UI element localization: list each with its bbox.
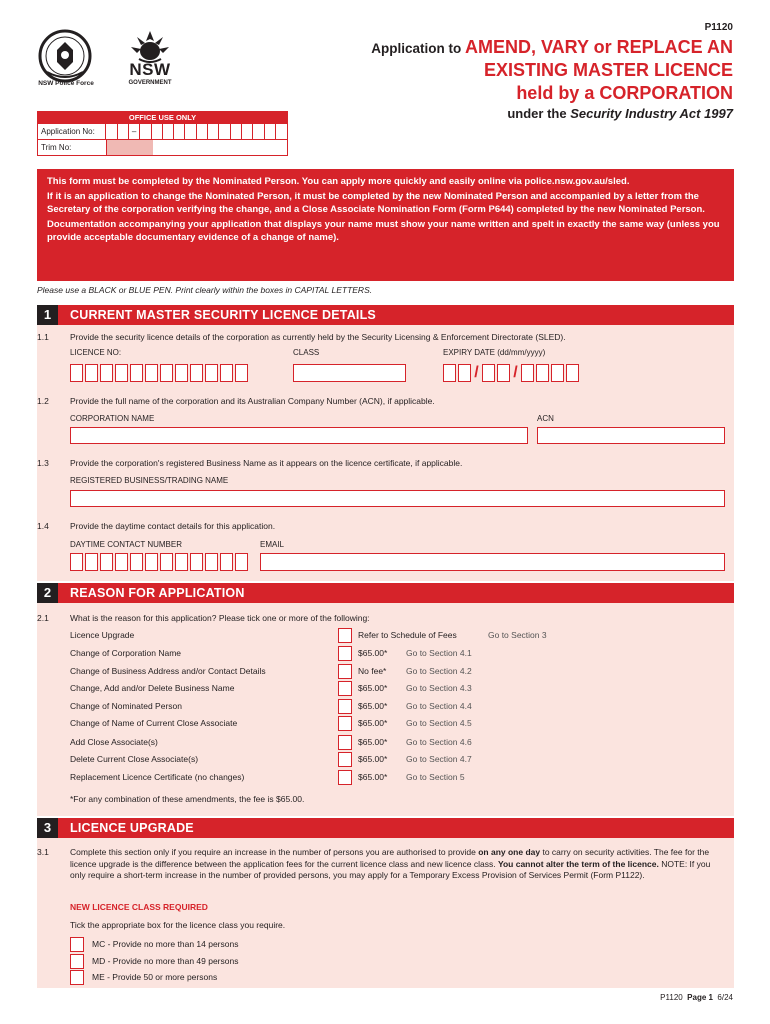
app-no-cell bbox=[276, 124, 287, 139]
class-mc-label: MC - Provide no more than 14 persons bbox=[92, 939, 239, 949]
phone-box[interactable] bbox=[115, 553, 128, 571]
app-no-cell bbox=[152, 124, 163, 139]
section-2-header bbox=[37, 583, 734, 603]
class-me-label: ME - Provide 50 or more persons bbox=[92, 972, 218, 982]
section-2-body bbox=[37, 603, 734, 816]
reason-checkbox[interactable] bbox=[338, 681, 352, 696]
form-subtitle bbox=[507, 106, 733, 121]
fee-footnote: *For any combination of these amendments, the fee is $65.00. bbox=[70, 794, 305, 804]
para-part: NOTE: If you only require a short-term increase in the number of provided persons, you may apply for a Temporary Excess Provision of Services Permit (Form P1122). bbox=[70, 858, 711, 880]
section-1-number: 1 bbox=[37, 305, 58, 325]
phone-box[interactable] bbox=[130, 553, 143, 571]
trim-no-label: Trim No: bbox=[38, 140, 107, 155]
reason-fee: $65.00* bbox=[358, 683, 388, 693]
q1-4-number: 1.4 bbox=[37, 521, 49, 531]
corporation-name-label: CORPORATION NAME bbox=[70, 414, 155, 423]
app-no-cell bbox=[185, 124, 196, 139]
licence-no-box[interactable] bbox=[220, 364, 233, 382]
phone-boxes bbox=[70, 553, 250, 571]
reason-fee: $65.00* bbox=[358, 737, 388, 747]
expiry-year-box[interactable] bbox=[536, 364, 549, 382]
para-part: to carry on security activities. The fee for the licence upgrade is the difference between the application fees for the current licence class and new licence class. bbox=[70, 847, 710, 869]
section-3-number: 3 bbox=[37, 818, 58, 838]
office-use-heading: OFFICE USE ONLY bbox=[38, 112, 287, 123]
para-part: Complete this section only if you require an increase in the number of persons you are authorised to provide bbox=[70, 847, 479, 857]
email-label: EMAIL bbox=[260, 540, 285, 549]
application-no-row bbox=[38, 123, 287, 139]
expiry-date-label: EXPIRY DATE (dd/mm/yyyy) bbox=[443, 348, 546, 357]
reason-label: Change of Business Address and/or Contact Details bbox=[70, 666, 266, 676]
licence-no-box[interactable] bbox=[175, 364, 188, 382]
daytime-contact-label: DAYTIME CONTACT NUMBER bbox=[70, 540, 183, 549]
section-2-number: 2 bbox=[37, 583, 58, 603]
footer-page: Page 1 bbox=[687, 993, 713, 1002]
reason-label: Change of Corporation Name bbox=[70, 648, 182, 658]
reason-fee: $65.00* bbox=[358, 772, 388, 782]
expiry-year-box[interactable] bbox=[566, 364, 579, 382]
reason-goto: Go to Section 4.1 bbox=[406, 648, 472, 658]
licence-no-box[interactable] bbox=[235, 364, 248, 382]
tick-instruction: Tick the appropriate box for the licence class you require. bbox=[70, 920, 286, 930]
reason-goto: Go to Section 4.5 bbox=[406, 718, 472, 728]
section-1-title: CURRENT MASTER SECURITY LICENCE DETAILS bbox=[70, 308, 376, 322]
phone-box[interactable] bbox=[160, 553, 173, 571]
reason-label: Licence Upgrade bbox=[70, 630, 135, 640]
subtitle-act: Security Industry Act 1997 bbox=[570, 106, 733, 121]
reason-fee: $65.00* bbox=[358, 754, 388, 764]
licence-no-boxes bbox=[70, 364, 250, 382]
reason-checkbox[interactable] bbox=[338, 664, 352, 679]
expiry-day-box[interactable] bbox=[443, 364, 456, 382]
q1-2-text: Provide the full name of the corporation and its Australian Company Number (ACN), if applicable. bbox=[70, 396, 435, 406]
licence-no-box[interactable] bbox=[190, 364, 203, 382]
waratah-logo bbox=[127, 29, 173, 63]
police-label: NSW Police Force bbox=[38, 80, 94, 87]
class-mc-checkbox[interactable] bbox=[70, 937, 84, 952]
date-slash: / bbox=[474, 364, 479, 381]
app-no-cell bbox=[208, 124, 219, 139]
reason-checkbox[interactable] bbox=[338, 752, 352, 767]
q2-1-number: 2.1 bbox=[37, 613, 49, 623]
trim-no-row bbox=[38, 139, 287, 155]
phone-box[interactable] bbox=[100, 553, 113, 571]
class-md-label: MD - Provide no more than 49 persons bbox=[92, 956, 239, 966]
reason-checkbox[interactable] bbox=[338, 735, 352, 750]
reason-fee: $65.00* bbox=[358, 718, 388, 728]
reason-label: Change of Nominated Person bbox=[70, 701, 182, 711]
app-no-cell bbox=[265, 124, 276, 139]
expiry-month-box[interactable] bbox=[497, 364, 510, 382]
class-me-checkbox[interactable] bbox=[70, 970, 84, 985]
licence-no-box[interactable] bbox=[85, 364, 98, 382]
form-title-line-3: held by a CORPORATION bbox=[516, 83, 733, 103]
reason-label: Change, Add and/or Delete Business Name bbox=[70, 683, 235, 693]
application-no-label: Application No: bbox=[38, 124, 106, 139]
class-field[interactable] bbox=[293, 364, 406, 382]
reason-goto: Go to Section 4.7 bbox=[406, 754, 472, 764]
banner-paragraph-3: Documentation accompanying your application that displays your name must show your name written and spelt in exactly the same way (unless you provide acceptable documentary evidence of a change of name). bbox=[47, 219, 720, 243]
q1-1-text: Provide the security licence details of the corporation as currently held by the Security Licensing & Enforcement Directorate (SLED). bbox=[70, 332, 566, 342]
reason-fee: $65.00* bbox=[358, 648, 388, 658]
q1-3-text: Provide the corporation's registered Business Name as it appears on the licence certificate, if applicable. bbox=[70, 458, 463, 468]
reason-goto: Go to Section 4.6 bbox=[406, 737, 472, 747]
title-prefix: Application to bbox=[371, 41, 465, 56]
class-label: CLASS bbox=[293, 348, 320, 357]
expiry-date-boxes bbox=[443, 364, 581, 382]
corporation-name-field[interactable] bbox=[70, 427, 528, 444]
phone-box[interactable] bbox=[235, 553, 248, 571]
licence-no-box[interactable] bbox=[205, 364, 218, 382]
expiry-year-box[interactable] bbox=[551, 364, 564, 382]
licence-no-box[interactable] bbox=[130, 364, 143, 382]
section-3-body bbox=[37, 838, 734, 988]
licence-no-box[interactable] bbox=[70, 364, 83, 382]
section-2-title: REASON FOR APPLICATION bbox=[70, 586, 245, 600]
reason-checkbox[interactable] bbox=[338, 716, 352, 731]
reason-label: Add Close Associate(s) bbox=[70, 737, 158, 747]
email-field[interactable] bbox=[260, 553, 725, 571]
reason-goto: Go to Section 5 bbox=[406, 772, 465, 782]
reason-checkbox[interactable] bbox=[338, 628, 352, 643]
q2-1-text: What is the reason for this application? Please tick one or more of the following: bbox=[70, 613, 370, 623]
phone-box[interactable] bbox=[190, 553, 203, 571]
reason-goto: Go to Section 4.2 bbox=[406, 666, 472, 676]
licence-upgrade-paragraph bbox=[70, 847, 720, 882]
nsw-police-crest-logo bbox=[37, 28, 93, 84]
reason-checkbox[interactable] bbox=[338, 770, 352, 785]
para-bold: on any one day bbox=[478, 847, 541, 857]
trim-shaded-cells bbox=[107, 140, 153, 155]
licence-no-label: LICENCE NO: bbox=[70, 348, 122, 357]
licence-no-box[interactable] bbox=[100, 364, 113, 382]
phone-box[interactable] bbox=[70, 553, 83, 571]
reason-fee: Refer to Schedule of Fees bbox=[358, 630, 457, 640]
section-3-title: LICENCE UPGRADE bbox=[70, 821, 194, 835]
app-no-cell bbox=[118, 124, 129, 139]
licence-no-box[interactable] bbox=[115, 364, 128, 382]
reason-label: Change of Name of Current Close Associate bbox=[70, 718, 238, 728]
licence-no-box[interactable] bbox=[160, 364, 173, 382]
app-no-cell bbox=[231, 124, 242, 139]
section-1-body bbox=[37, 325, 734, 581]
app-no-cell bbox=[174, 124, 185, 139]
q1-1-number: 1.1 bbox=[37, 332, 49, 342]
app-no-dash: – bbox=[129, 124, 140, 139]
registered-name-field[interactable] bbox=[70, 490, 725, 507]
app-no-cell bbox=[242, 124, 253, 139]
government-label: GOVERNMENT bbox=[128, 80, 172, 86]
q1-3-number: 1.3 bbox=[37, 458, 49, 468]
banner-paragraph-2: If it is an application to change the Nominated Person, it must be completed by the new Nominated Person and accompanied by a letter from the Secretary of the corporation verifying the change, and a Close Associate Nomination Form (Form P644) completed by the new Nominated Person. bbox=[47, 191, 705, 215]
reason-goto: Go to Section 4.4 bbox=[406, 701, 472, 711]
reason-goto: Go to Section 4.3 bbox=[406, 683, 472, 693]
new-class-heading: NEW LICENCE CLASS REQUIRED bbox=[70, 902, 208, 912]
acn-field[interactable] bbox=[537, 427, 725, 444]
registered-name-label: REGISTERED BUSINESS/TRADING NAME bbox=[70, 476, 229, 485]
phone-box[interactable] bbox=[220, 553, 233, 571]
nsw-label: NSW bbox=[129, 60, 171, 79]
expiry-month-box[interactable] bbox=[482, 364, 495, 382]
phone-box[interactable] bbox=[175, 553, 188, 571]
footer-code: P1120 bbox=[660, 993, 683, 1002]
para-bold: You cannot alter the term of the licence. bbox=[497, 858, 659, 869]
app-no-cell bbox=[140, 124, 151, 139]
section-1-header bbox=[37, 305, 734, 325]
phone-box[interactable] bbox=[145, 553, 158, 571]
form-code: P1120 bbox=[704, 22, 733, 33]
reason-label: Delete Current Close Associate(s) bbox=[70, 754, 199, 764]
app-no-cell bbox=[163, 124, 174, 139]
date-slash: / bbox=[513, 364, 518, 381]
reason-fee: No fee* bbox=[358, 666, 387, 676]
acn-label: ACN bbox=[537, 414, 554, 423]
app-no-cell bbox=[106, 124, 117, 139]
app-no-cell bbox=[253, 124, 264, 139]
banner-paragraph-1: This form must be completed by the Nominated Person. You can apply more quickly and easily online via police.nsw.gov.au/sled. bbox=[47, 176, 630, 187]
trim-field bbox=[107, 140, 287, 155]
reason-label: Replacement Licence Certificate (no changes) bbox=[70, 772, 245, 782]
app-no-cell bbox=[219, 124, 230, 139]
phone-box[interactable] bbox=[205, 553, 218, 571]
instructions-banner bbox=[37, 169, 734, 281]
expiry-day-box[interactable] bbox=[458, 364, 471, 382]
app-no-cell bbox=[197, 124, 208, 139]
form-title-line-2: EXISTING MASTER LICENCE bbox=[483, 60, 733, 80]
reason-checkbox[interactable] bbox=[338, 646, 352, 661]
form-title-line-1 bbox=[371, 37, 733, 58]
pen-instruction: Please use a BLACK or BLUE PEN. Print clearly within the boxes in CAPITAL LETTERS. bbox=[37, 285, 373, 295]
page-footer bbox=[660, 993, 733, 1002]
reason-goto: Go to Section 3 bbox=[488, 630, 547, 640]
phone-box[interactable] bbox=[85, 553, 98, 571]
footer-date: 6/24 bbox=[717, 993, 733, 1002]
section-3-header bbox=[37, 818, 734, 838]
q3-1-number: 3.1 bbox=[37, 847, 49, 857]
q1-2-number: 1.2 bbox=[37, 396, 49, 406]
title-line-1-text: AMEND, VARY or REPLACE AN bbox=[464, 37, 733, 57]
licence-no-box[interactable] bbox=[145, 364, 158, 382]
subtitle-prefix: under the bbox=[507, 106, 571, 121]
reason-fee: $65.00* bbox=[358, 701, 388, 711]
reason-checkbox[interactable] bbox=[338, 699, 352, 714]
office-use-box bbox=[37, 111, 288, 156]
class-md-checkbox[interactable] bbox=[70, 954, 84, 969]
q1-4-text: Provide the daytime contact details for this application. bbox=[70, 521, 276, 531]
expiry-year-box[interactable] bbox=[521, 364, 534, 382]
